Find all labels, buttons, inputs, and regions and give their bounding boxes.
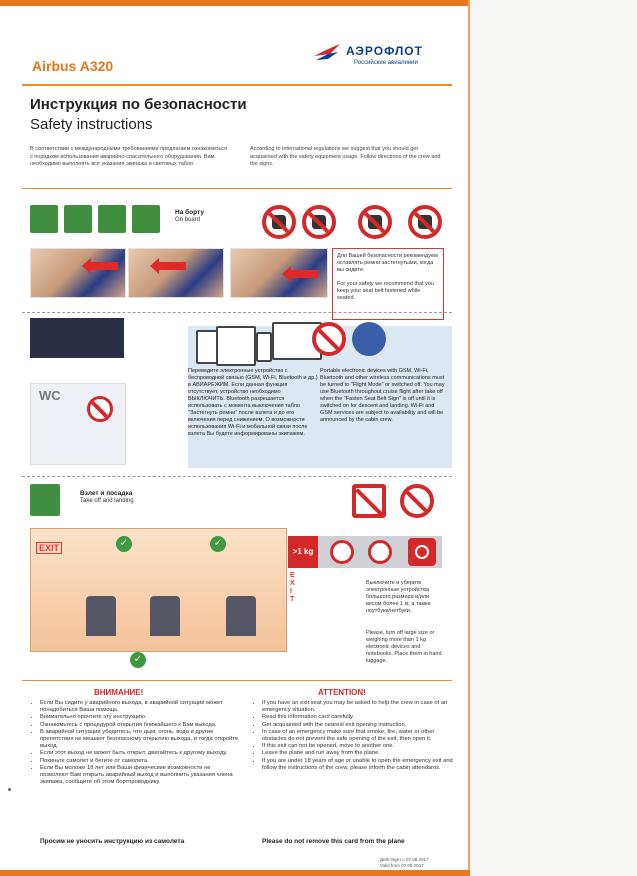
no-toys-icon (302, 205, 336, 239)
dashed-divider (22, 476, 452, 477)
runway-icon (98, 205, 126, 233)
luggage-en: Please, turn off large size or weighing more than 1 kg electronic devices and notebooks. Place them in hand luggage. (366, 630, 442, 664)
logo-text: АЭРОФЛОТ (346, 44, 423, 58)
check-icon: ✓ (130, 652, 146, 668)
cruise-icon (132, 205, 160, 233)
list-item: • Внимательно прочтите эту инструкцию. (40, 714, 240, 721)
wc-illustration (30, 383, 126, 465)
phone-icon (196, 330, 218, 364)
seat (150, 596, 180, 636)
wc-label: WC (39, 388, 61, 403)
list-item: • Если этот выход не может быть открыт, двигайтесь к другому выходу. (40, 750, 240, 757)
list-item: • If this exit can not be opened, move to another one. (262, 743, 458, 750)
logo-subtitle: Российские авиалинии (354, 60, 418, 66)
exit-sign: EXIT (36, 542, 62, 554)
intro-en: According to international regulations we suggest that you should get acquainted with the safety equipment usage. Follow directions of the crew and the signs. (250, 146, 441, 167)
aeroflot-logo (312, 40, 452, 80)
list-item: • In case of an emergency make sure that smoke, fire, water or other obstacles do not prevent the safe opening of the exit, then open it. (262, 729, 458, 743)
valid-from-ru: Действует с 07.08.2017 (380, 857, 429, 862)
seatbelt-photo-1 (30, 248, 126, 298)
list-item: • Если Вы моложе 18 лет или Ваши физические возможности не позволяют Вам открыть аварийный выход и выполнить указания члена экипажа, сообщите об этом бортпроводнику. (40, 765, 240, 787)
list-item: • Read this information card carefully. (262, 714, 458, 721)
list-item: • If you have an exit seat you may be asked to help the crew in case of an emergency situation. (262, 700, 458, 714)
arrow-left-icon (158, 262, 186, 270)
phone-icon (256, 332, 272, 362)
arrow-left-icon (290, 270, 318, 278)
title-en: Safety instructions (30, 116, 153, 133)
list-item: • Ознакомьтесь с процедурой открытия ближайшего к Вам выхода. (40, 722, 240, 729)
right-orange-edge (468, 0, 470, 876)
intro-ru: В соответствии с международными требованиями предлагаем ознакомиться с порядком использования аварийно-спасательного оборудования. Вам необходимо выполнять все указания экипажа и световых табло. (30, 146, 227, 167)
no-smoking-icon (262, 205, 296, 239)
wings-icon (312, 42, 342, 64)
electronics-ru: Переведите электронные устройства с беспроводной связью (GSM, Wi-Fi, Bluetooth и др.) в АВИАРЕЖИМ. Если данная функция отсутствует, устройство необходимо ВЫКЛЮЧИТЬ. Bluetooth разрешается использовать с момента выключения табло "Застегнуть ремни" после взлета и до его включения перед снижением. О возможности использования Wi-Fi и мобильной связи после взлета Вы будете информированы экипажем. (188, 368, 318, 437)
flight-mode-icon (352, 322, 386, 356)
seatbelt-photo-2 (128, 248, 224, 298)
seat (86, 596, 116, 636)
power-off-icon (408, 538, 436, 566)
no-remote-control-icon (358, 205, 392, 239)
cabin-sign-icon (30, 205, 58, 233)
list-item: • If you are under 18 years of age or unable to open the emergency exit and follow the instructions of the crew, please inform the cabin attendants. (262, 758, 458, 772)
warning-list-en (252, 700, 458, 772)
seatbelt-note-en: For your safety we recommend that you keep your seat belt fastened while seated. (337, 281, 434, 301)
no-microphone-icon (408, 205, 442, 239)
dashed-divider (22, 312, 452, 313)
valid-from-en: Valid from 07.08.2017 (380, 863, 424, 868)
onboard-en: On board (175, 217, 201, 223)
warning-list-ru (30, 700, 240, 786)
section-divider (22, 680, 452, 681)
header (22, 44, 452, 86)
title-ru: Инструкция по безопасности (30, 96, 247, 113)
takeoff-icon (30, 484, 60, 516)
seatbelt-note-ru: Для Вашей безопасности рекомендуем оставлять ремни застегнутыми, когда вы сидите. (337, 253, 438, 273)
aircraft-model: Airbus A320 (32, 58, 114, 74)
list-item: • Если Вы сидите у аварийного выхода, в аварийной ситуации может понадобиться Ваша помощь. (40, 700, 240, 714)
takeoff-ru: Взлет и посадка (80, 490, 133, 497)
weight-limit-label: >1 kg (288, 536, 318, 568)
warning-title-ru: ВНИМАНИЕ! (94, 688, 144, 697)
section-divider (22, 188, 452, 189)
list-item: • Leave the plane and run away from the plane. (262, 750, 458, 757)
exit-sign-vertical: E X I T (290, 572, 295, 603)
arrow-left-icon (90, 262, 118, 270)
warning-title-en: ATTENTION! (318, 688, 366, 697)
seatbelt-note (332, 248, 444, 320)
footer-en: Please do not remove this card from the plane (262, 838, 405, 845)
check-icon: ✓ (116, 536, 132, 552)
tablet-icon (216, 326, 256, 366)
top-orange-edge (0, 0, 470, 6)
footer-ru: Просим не уносить инструкцию из самолета (40, 838, 185, 845)
bottom-orange-edge (0, 870, 470, 876)
luggage-ru: Выключите и уберите электронные устройства большого размера и/или весом более 1 кг, а также ноутбуки/нетбуки. (366, 580, 431, 614)
check-icon: ✓ (210, 536, 226, 552)
no-wireless-icon (400, 484, 434, 518)
onboard-ru: На борту (175, 209, 204, 216)
takeoff-en: Take off and landing (80, 498, 134, 504)
no-smoking-wc-icon (87, 396, 113, 422)
electronics-en: Portable electronic devices with GSM, Wi-Fi, Bluetooth and other wireless communications must be turned to "Flight Mode" or switched off. You may use Bluetooth throughout cruise flight after take off when the "Fasten Seat Belt Sign" is off until it is switched on for descent and landing. Wi-Fi and GSM services are subject to availability and will be announced by the cabin crew. (320, 368, 445, 423)
taxi-icon (64, 205, 92, 233)
seat (226, 596, 256, 636)
seatbelt-sign-icon (352, 484, 386, 518)
seatbelt-sign-panel (30, 318, 124, 358)
no-wireless-icon (312, 322, 346, 356)
no-camera-icon (368, 540, 392, 564)
list-item: • Get acquainted with the nearest exit opening instruction. (262, 722, 458, 729)
list-item: • Покиньте самолет и бегите от самолета. (40, 758, 240, 765)
scan-dot (8, 788, 11, 791)
no-laptop-icon (330, 540, 354, 564)
list-item: • В аварийной ситуации убедитесь, что дым, огонь, вода и другие препятствия не мешают безопасному открытию выхода, и тогда откройте выход. (40, 729, 240, 751)
